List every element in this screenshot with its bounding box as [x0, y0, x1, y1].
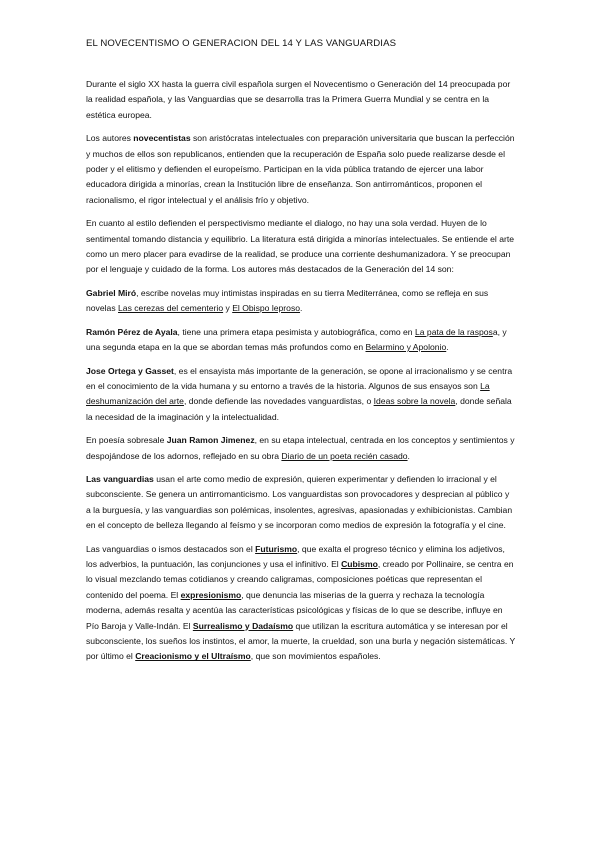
text-run: , donde señala la necesidad de la imaginación y la intelectualidad.: [86, 396, 512, 422]
text-run: , tiene una primera etapa pesimista y autobiográfica, como en: [177, 326, 415, 337]
work-title-text: El Obispo leproso: [232, 303, 301, 314]
text-run: y: [223, 303, 233, 314]
text-run: Los autores: [86, 133, 134, 144]
paragraph: [86, 286, 516, 317]
document-body: [86, 77, 516, 665]
text-run: , creado por Pollinaire, se centra en lo visual mezclando temas cotidianos y creando caligramas, composiciones poéticas que representan el contenido del poema. El: [86, 558, 514, 600]
paragraph: [86, 472, 516, 534]
text-run: , en su etapa intelectual, centrada en los conceptos y sentimientos y despojándose de los adornos, reflejado en su obra: [86, 435, 515, 461]
work-title-text: Ideas sobre la novela: [373, 396, 456, 407]
work-title-text: Futurismo: [255, 543, 298, 554]
text-run: son aristócratas intelectuales con preparación universitaria que buscan la perfección y muchos de ellos son republicanos, entienden que la recuperación de España solo puede realizarse desde el poder y el elitismo y defienden el europeísmo. Participan en la vida pública tratando de ejercer una labor educadora dirigida a minorías, crean la Institución libre de enseñanza. Son antirrománticos, proponen el racionalismo, el rigor intelectual y el análisis frío y objetivo.: [86, 133, 515, 205]
text-run: En poesía sobresale: [86, 435, 167, 446]
text-run: , es el ensayista más importante de la generación, se opone al irracionalismo y se centra en el conocimiento de la vida humana y su entorno a través de la historia. Algunos de sus ensayos son: [86, 365, 513, 391]
paragraph: [86, 325, 516, 356]
author-name-text: novecentistas: [133, 133, 191, 144]
text-run: , que exalta el progreso técnico y elimina los adjetivos, los adverbios, la puntuación, las conjunciones y usa el infinitivo. El: [86, 543, 505, 569]
text-run: .: [446, 342, 449, 353]
paragraph: [86, 216, 516, 278]
work-title-text: expresionismo: [180, 589, 242, 600]
text-run: .: [300, 303, 303, 314]
document-title: EL NOVECENTISMO O GENERACION DEL 14 Y LAS VANGUARDIAS: [86, 38, 397, 49]
work-title-text: La deshumanización del arte: [86, 380, 490, 407]
text-run: , escribe novelas muy intimistas inspiradas en su tierra Mediterránea, como se refleja en sus novelas: [86, 287, 489, 314]
text-run: En cuanto al estilo defienden el perspectivismo mediante el dialogo, no hay una sola verdad. Huyen de lo sentimental tomando distancia y equilibrio. La literatura está dirigida a minorías intelectuales. Se entiende el arte como un mero placer para evadirse de la realidad, se produce una corriente deshumanizadora. Y se preocupan por el lenguaje y cuidado de la forma. Los autores más destacados de la Generación del 14 son:: [86, 218, 515, 275]
text-run: Las vanguardias o ismos destacados son el: [86, 543, 256, 554]
work-title-text: La pata de la raspos: [414, 326, 493, 337]
paragraph: [86, 542, 516, 665]
paragraph: [86, 433, 516, 464]
work-title-text: Cubismo: [341, 558, 378, 569]
author-name-text: Juan Ramon Jimenez: [166, 435, 255, 446]
author-name-text: Jose Ortega y Gasset: [86, 365, 174, 376]
author-name-text: Ramón Pérez de Ayala: [86, 326, 178, 337]
work-title-text: Belarmino y Apolonio: [365, 342, 447, 353]
work-title-text: Creacionismo y el Ultraísmo: [135, 651, 251, 662]
text-run: a, y una segunda etapa en la que se abordan temas más profundos como en: [86, 326, 507, 353]
work-title-text: Diario de un poeta recién casado: [281, 450, 408, 461]
document-page: [86, 38, 516, 673]
text-run: .: [407, 450, 410, 461]
paragraph: [86, 364, 516, 426]
author-name-text: Gabriel Miró: [86, 287, 137, 298]
work-title-text: Las cerezas del cementerio: [118, 303, 224, 314]
author-name-text: Las vanguardias: [86, 473, 154, 484]
text-run: , donde defiende las novedades vanguardistas, o: [183, 396, 374, 407]
text-run: , que denuncia las miserias de la guerra y rechaza la tecnología moderna, además resalta y acentúa las características psicológicas y físicas de lo que se describe, influye en Pío Baroja y Valle-Indán. El: [86, 589, 503, 631]
text-run: Durante el siglo XX hasta la guerra civil española surgen el Novecentismo o Generación del 14 preocupada por la realidad española, y las Vanguardias que se desarrolla tras la Primera Guerra Mundial y se centra en la estética europea.: [86, 79, 511, 120]
paragraph: [86, 77, 516, 123]
text-run: usan el arte como medio de expresión, quieren experimentar y defienden lo irracional y el subconsciente. Se genera un antirromanticismo. Los vanguardistas son provocadores y desprecian al público y a la burguesía, y las vanguardias son polémicas, insolentes, agresivas, apasionadas y exhibicionistas. Cambian en el concepto de belleza llegando al feísmo y se incorporan como medios de expresión la fotografía y el cine.: [86, 473, 513, 531]
paragraph: [86, 131, 516, 208]
work-title-text: Surrealismo y Dadaísmo: [192, 620, 294, 631]
text-run: que utilizan la escritura automática y se interesan por el subconsciente, los sueños los instintos, el amor, la muerte, la crueldad, son una burla y negación sistemáticas. Y por último el: [86, 620, 516, 662]
text-run: , que son movimientos españoles.: [250, 651, 381, 662]
